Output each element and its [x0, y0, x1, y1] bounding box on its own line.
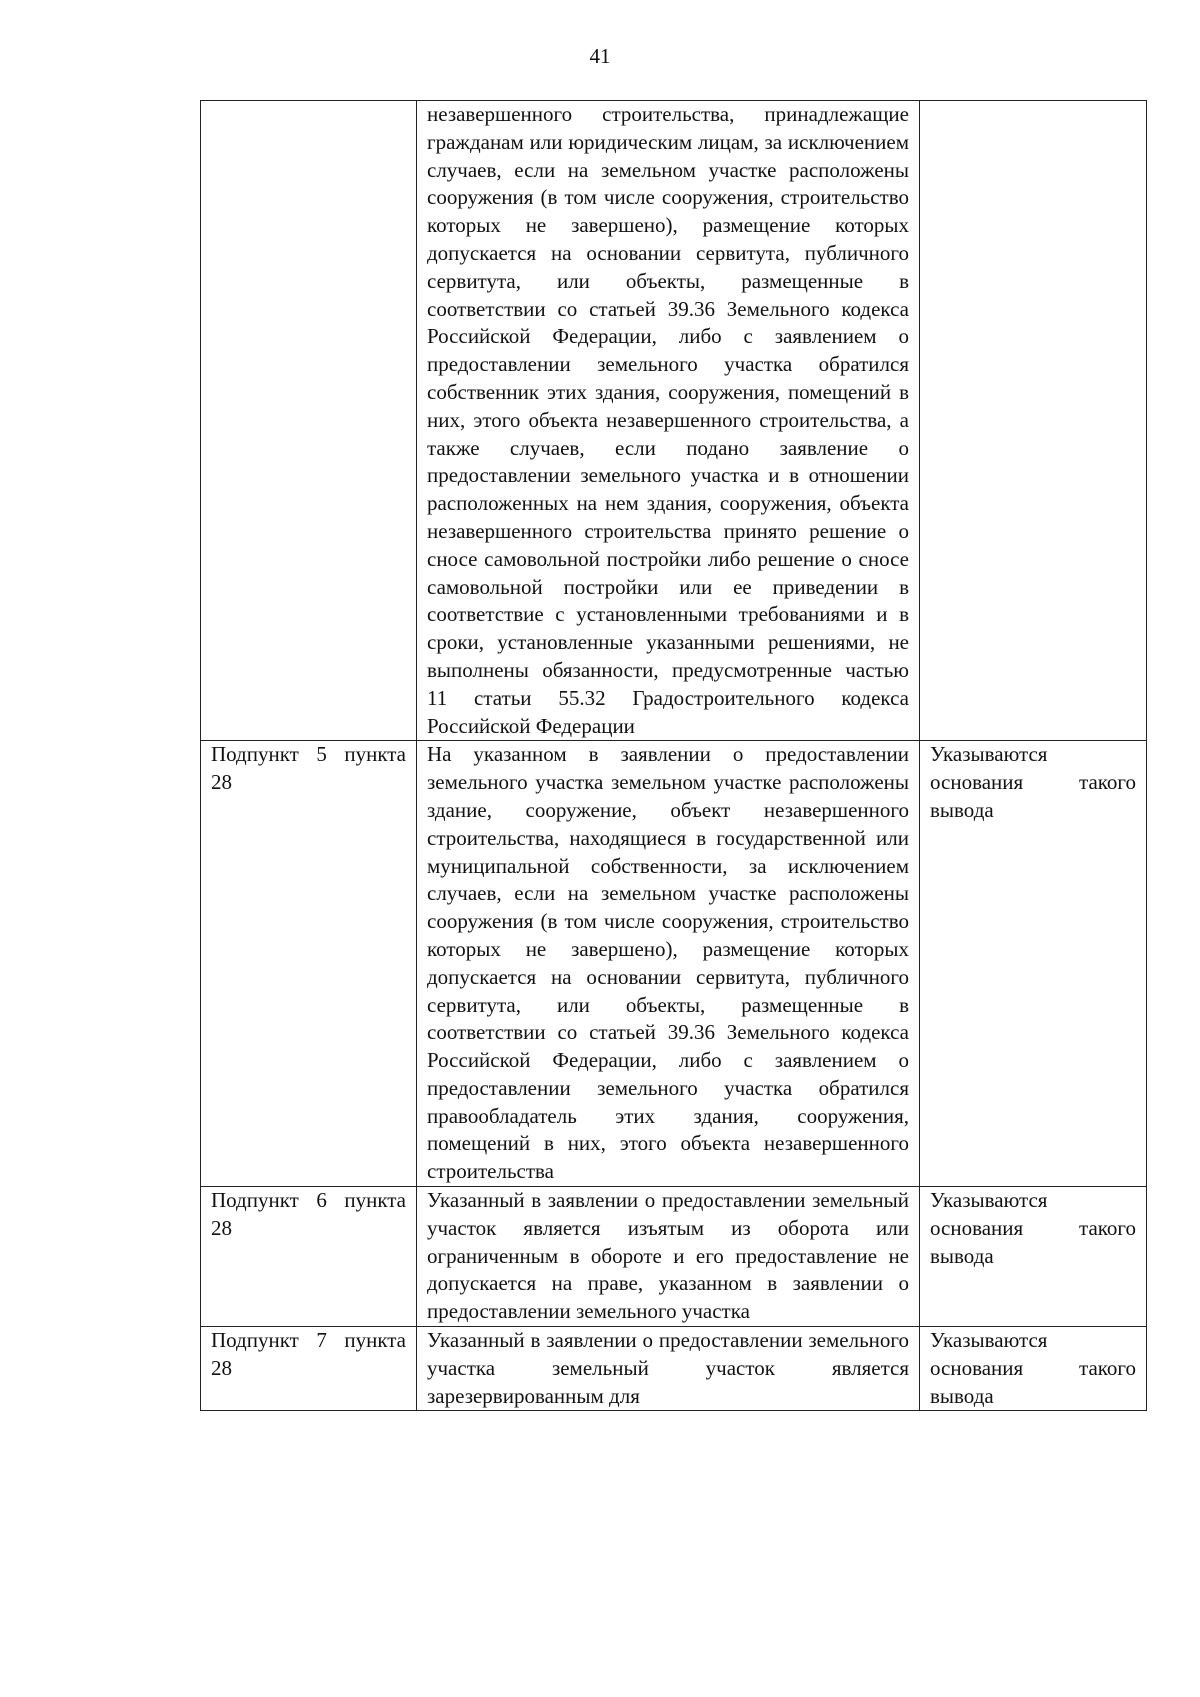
table-row — [201, 101, 1147, 741]
basis-cell: Подпункт 7 пункта 28 — [201, 1327, 417, 1411]
note-cell: Указываются основания такого вывода — [920, 1187, 1147, 1327]
content-cell: На указанном в заявлении о предоставлении земельного участка земельном участке расположены здание, сооружение, объект незавершенного строительства, находящиеся в государственной или муниципальной собственности, за исключением случаев, если на земельном участке расположены сооружения (в том числе сооружения, строительство которых не завершено), размещение которых допускается на основании сервитута, публичного сервитута, или объекты, размещенные в соответствии со статьей 39.36 Земельного кодекса Российской Федерации, либо с заявлением о предоставлении земельного участка обратился правообладатель этих здания, сооружения, помещений в них, этого объекта незавершенного строительства — [417, 741, 920, 1187]
note-cell — [920, 101, 1147, 741]
content-cell: Указанный в заявлении о предоставлении земельного участка земельный участок является зарезервированным для — [417, 1327, 920, 1411]
basis-cell: Подпункт 6 пункта 28 — [201, 1187, 417, 1327]
table-row — [201, 1187, 1147, 1327]
content-cell: незавершенного строительства, принадлежащие гражданам или юридическим лицам, за исключением случаев, если на земельном участке расположены сооружения (в том числе сооружения, строительство которых не завершено), размещение которых допускается на основании сервитута, публичного сервитута, или объекты, размещенные в соответствии со статьей 39.36 Земельного кодекса Российской Федерации, либо с заявлением о предоставлении земельного участка обратился собственник этих здания, сооружения, помещений в них, этого объекта незавершенного строительства, а также случаев, если подано заявление о предоставлении земельного участка и в отношении расположенных на нем здания, сооружения, объекта незавершенного строительства принято решение о сносе самовольной постройки либо решение о сносе самовольной постройки или ее приведении в соответствие с установленными требованиями и в сроки, установленные указанными решениями, не выполнены обязанности, предусмотренные частью 11 статьи 55.32 Градостроительного кодекса Российской Федерации — [417, 101, 920, 741]
table-row — [201, 1327, 1147, 1411]
basis-cell: Подпункт 5 пункта 28 — [201, 741, 417, 1187]
table-row — [201, 741, 1147, 1187]
note-cell: Указываются основания такого вывода — [920, 1327, 1147, 1411]
note-cell: Указываются основания такого вывода — [920, 741, 1147, 1187]
page-number: 41 — [589, 44, 611, 68]
content-cell: Указанный в заявлении о предоставлении земельный участок является изъятым из оборота или ограниченным в обороте и его предоставление не допускается на праве, указанном в заявлении о предоставлении земельного участка — [417, 1187, 920, 1327]
basis-cell — [201, 101, 417, 741]
grounds-table — [200, 100, 1147, 1411]
